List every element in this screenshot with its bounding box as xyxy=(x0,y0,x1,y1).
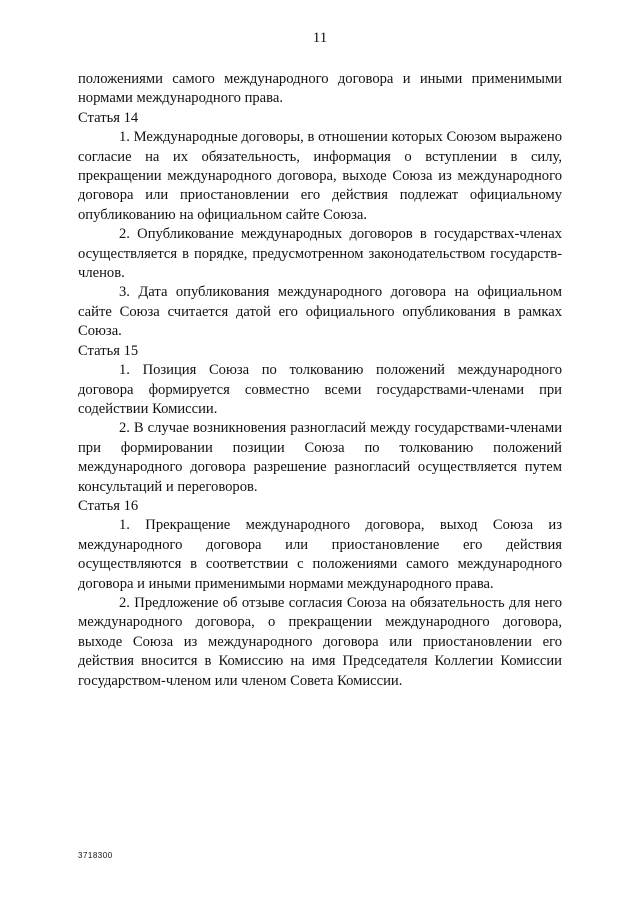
article-14-title: Статья 14 xyxy=(78,109,139,126)
intro-paragraph: положениями самого международного договора и иными применимыми нормами международного права. xyxy=(78,71,562,107)
document-body xyxy=(78,70,562,691)
article-14-paragraph-2: 2. Опубликование международных договоров в государствах-членах осуществляется в порядке, предусмотренном законодательством государств-членов. xyxy=(78,226,562,282)
document-code: 3718300 xyxy=(78,851,113,860)
article-15-title: Статья 15 xyxy=(78,342,139,359)
article-16-paragraph-1: 1. Прекращение международного договора, выход Союза из международного договора или приостановление его действия осуществляются в соответствии с положениями самого международного договора и иными применимыми нормами международного права. xyxy=(78,517,562,592)
article-15-paragraph-2: 2. В случае возникновения разногласий между государствами-членами при формировании позиции Союза по толкованию положений международного договора разрешение разногласий осуществляется путем консультаций и переговоров. xyxy=(78,420,562,495)
article-15-paragraph-1: 1. Позиция Союза по толкованию положений международного договора формируется совместно всеми государствами-членами при содействии Комиссии. xyxy=(78,362,562,417)
article-16-title: Статья 16 xyxy=(78,497,139,514)
article-14-paragraph-3: 3. Дата опубликования международного договора на официальном сайте Союза считается датой его официального опубликования в рамках Союза. xyxy=(78,284,562,340)
article-16-paragraph-2: 2. Предложение об отзыве согласия Союза на обязательность для него международного договора, о прекращении международного договора, выходе Союза из международного договора или приостановлении его действия вносится в Комиссию на имя Председателя Коллегии Комиссии государством-членом или членом Совета Комиссии. xyxy=(78,594,562,689)
article-14-paragraph-1: 1. Международные договоры, в отношении которых Союзом выражено согласие на их обязательность, информация о вступлении в силу, прекращении международного договора, выходе Союза из международного договора или приостановлении его действия подлежат официальному опубликованию на официальном сайте Союза. xyxy=(78,129,562,223)
page-number: 11 xyxy=(312,30,328,46)
